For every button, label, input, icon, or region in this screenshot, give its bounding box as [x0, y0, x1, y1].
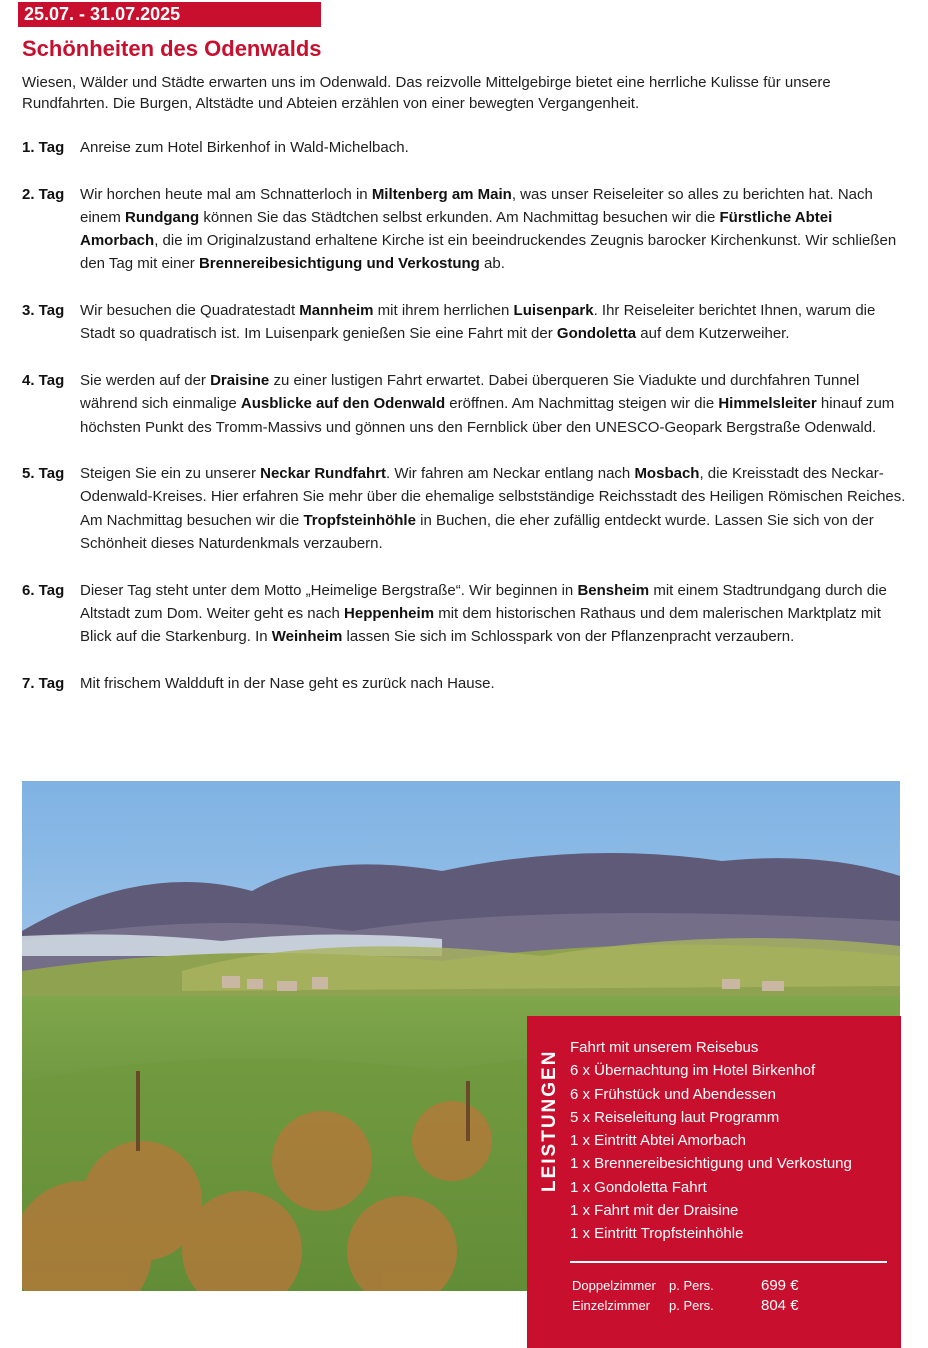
day-label: 3. Tag — [22, 302, 65, 320]
services-box — [527, 1016, 901, 1348]
highlight-text: Himmelsleiter — [718, 395, 817, 413]
price-row — [572, 1276, 799, 1296]
service-item: 6 x Frühstück und Abendessen — [570, 1085, 776, 1103]
highlight-text: Fürstliche Abtei Amorbach — [80, 208, 833, 250]
day-description — [80, 672, 912, 695]
body-text: mit ihrem herrlichen — [373, 302, 514, 320]
highlight-text: Gondoletta — [556, 325, 637, 343]
day-entry — [22, 183, 912, 276]
day-label: 6. Tag — [22, 581, 65, 599]
service-item: 1 x Eintritt Abtei Amorbach — [570, 1132, 746, 1150]
service-item: Fahrt mit unserem Reisebus — [570, 1039, 759, 1056]
price-amt: 804 € — [761, 1297, 799, 1314]
price-row — [572, 1296, 799, 1316]
day-description — [80, 136, 912, 159]
day-description — [80, 462, 912, 555]
day-label: 5. Tag — [22, 465, 65, 483]
service-item: 5 x Reiseleitung laut Programm — [570, 1108, 780, 1126]
day-label: 1. Tag — [22, 139, 65, 156]
body-text: Sie werden auf der — [80, 371, 211, 389]
service-item: 6 x Übernachtung im Hotel Birkenhof — [570, 1062, 816, 1080]
highlight-text: Mosbach — [634, 465, 700, 483]
day-label: 7. Tag — [22, 674, 65, 692]
body-text: Steigen Sie ein zu unserer — [80, 465, 261, 483]
highlight-text: Luisenpark — [513, 302, 594, 320]
body-text: mit einem Stadtrundgang durch die Altstadt zum Dom. Weiter geht es nach — [80, 581, 887, 622]
price-per: p. Pers. — [669, 1298, 714, 1313]
highlight-text: Tropfsteinhöhle — [303, 511, 416, 529]
body-text: Mit frischem Waldduft in der Nase geht es zurück nach Hause. — [80, 674, 495, 692]
highlight-text: Weinheim — [271, 628, 343, 646]
highlight-text: Bensheim — [577, 581, 650, 599]
day-entry — [22, 299, 912, 346]
body-text: können Sie das Städtchen selbst erkunden. Am Nachmittag besuchen wir die — [199, 208, 720, 226]
body-text: Dieser Tag steht unter dem Motto „Heimelige Bergstraße“. Wir beginnen in — [80, 581, 578, 599]
day-entry — [22, 579, 912, 649]
body-text: auf dem Kutzerweiher. — [636, 325, 790, 343]
day-entry — [22, 672, 912, 695]
intro-text: Wiesen, Wälder und Städte erwarten uns im Odenwald. Das reizvolle Mittelgebirge bietet eine herrliche Kulisse für unsere Rundfahrten. Die Burgen, Altstädte und Abteien erzählen von einer bewegten Vergangenheit. — [22, 74, 831, 112]
service-item: 1 x Gondoletta Fahrt — [570, 1178, 707, 1196]
body-text: ab. — [479, 255, 505, 273]
day-description — [80, 369, 912, 439]
day-description — [80, 299, 912, 346]
body-text: , die Kreisstadt des Neckar-Odenwald-Kreises. Hier erfahren Sie mehr über die ehemalige selbstständige Reichsstadt des Heiligen Römischen Reiches. Am Nachmittag besuchen wir die — [80, 465, 906, 529]
service-item: 1 x Eintritt Tropfsteinhöhle — [570, 1225, 744, 1243]
price-room: Doppelzimmer — [572, 1278, 656, 1293]
page-title: Schönheiten des Odenwalds — [22, 36, 322, 61]
service-item: 1 x Fahrt mit der Draisine — [570, 1202, 739, 1220]
day-entry — [22, 462, 912, 555]
highlight-text: Mannheim — [299, 302, 374, 320]
body-text: in Buchen, die eher zufällig entdeckt wurde. Lassen Sie sich von der Schönheit dieses Naturdenkmals verzaubern. — [80, 511, 874, 553]
price-amt: 699 € — [761, 1277, 799, 1294]
body-text: . Ihr Reiseleiter berichtet Ihnen, warum die Stadt so quadratisch ist. Im Luisenpark genießen Sie eine Fahrt mit der — [80, 302, 876, 343]
divider — [570, 1261, 887, 1263]
highlight-text: Ausblicke auf den Odenwald — [240, 395, 446, 413]
services-list — [570, 1036, 852, 1246]
body-text: Anreise zum Hotel Birkenhof in Wald-Michelbach. — [80, 139, 409, 156]
body-text: Wir besuchen die Quadratestadt — [80, 302, 300, 320]
body-text: eröffnen. Am Nachmittag steigen wir die — [445, 395, 719, 413]
highlight-text: Neckar Rundfahrt — [260, 465, 386, 483]
day-label: 2. Tag — [22, 185, 65, 203]
itinerary — [22, 136, 912, 718]
highlight-text: Brennereibesichtigung und Verkostung — [198, 255, 480, 273]
price-table — [572, 1276, 799, 1316]
day-label: 4. Tag — [22, 371, 65, 389]
body-text: , was unser Reiseleiter so alles zu berichten hat. Nach einem — [80, 185, 873, 226]
body-text: zu einer lustigen Fahrt erwartet. Dabei überqueren Sie Viadukte und durchfahren Tunnel während sich einmalige — [80, 371, 860, 413]
highlight-text: Rundgang — [125, 208, 200, 226]
day-entry — [22, 136, 912, 159]
price-per: p. Pers. — [669, 1278, 714, 1293]
body-text: , die im Originalzustand erhaltene Kirche ist ein beeindruckendes Zeugnis barocker Kirchenkunst. Wir schließen den Tag mit einer — [80, 232, 897, 273]
price-room: Einzelzimmer — [572, 1298, 651, 1313]
day-entry — [22, 369, 912, 439]
body-text: lassen Sie sich im Schlosspark von der Pflanzenpracht verzaubern. — [342, 628, 795, 646]
body-text: mit dem historischen Rathaus und dem malerischen Marktplatz mit Blick auf die Starkenburg. In — [80, 604, 881, 646]
day-description — [80, 183, 912, 276]
services-heading: LEISTUNGEN — [539, 1049, 560, 1192]
highlight-text: Draisine — [210, 371, 270, 389]
date-banner: 25.07. - 31.07.2025 — [18, 2, 321, 27]
highlight-text: Miltenberg am Main — [371, 185, 512, 203]
day-description — [80, 579, 912, 649]
body-text: Wir horchen heute mal am Schnatterloch in — [80, 185, 372, 203]
body-text: hinauf zum höchsten Punkt des Tromm-Massivs und gönnen uns den Fernblick über den UNESCO-Geopark Bergstraße Odenwald. — [80, 395, 895, 436]
body-text: . Wir fahren am Neckar entlang nach — [385, 465, 635, 483]
highlight-text: Heppenheim — [344, 604, 435, 622]
service-item: 1 x Brennereibesichtigung und Verkostung — [570, 1155, 852, 1173]
